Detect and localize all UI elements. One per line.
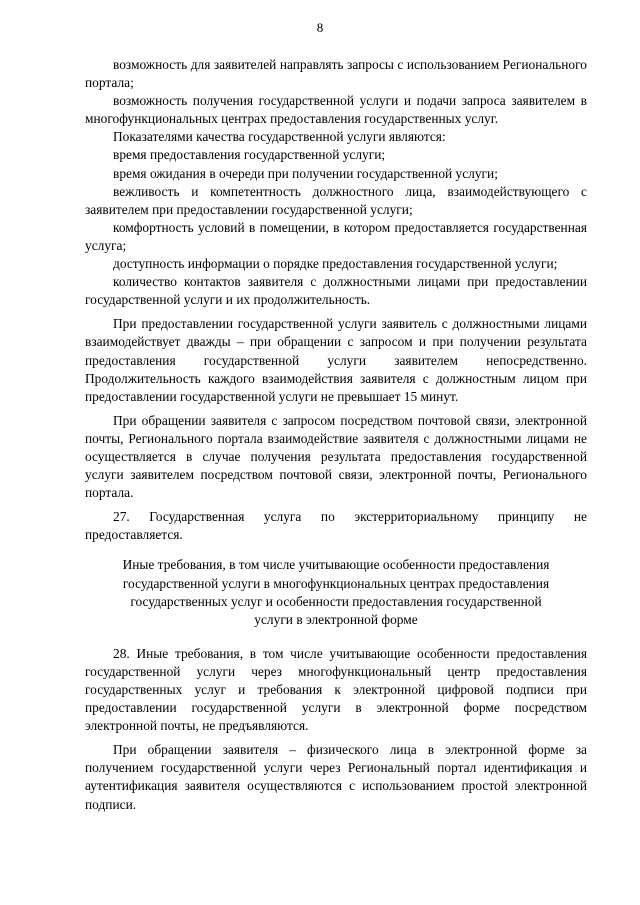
paragraph: возможность получения государственной услуги и подачи запроса заявителем в многофункциональных центрах предоставления государственных услуг. <box>85 93 587 127</box>
paragraph: возможность для заявителей направлять запросы с использованием Регионального портала; <box>85 57 587 91</box>
paragraph: вежливость и компетентность должностного лица, взаимодействующего с заявителем при предоставлении государственной услуги; <box>85 183 587 217</box>
section-heading: Иные требования, в том числе учитывающие особенности предоставления государственной услуги в многофункциональных центрах предоставления государственных услуг и особенности предоставления государственной услуги в электронной форме <box>122 557 550 627</box>
paragraph: 27. Государственная услуга по экстерриториальному принципу не предоставляется. <box>85 509 587 543</box>
paragraph: При предоставлении государственной услуги заявитель с должностными лицами взаимодействует дважды – при обращении с запросом и при получении результата предоставления государственной услуги заявителем непосредственно. Продолжительность каждого взаимодействия заявителя с должностным лицом при предоставлении государственной услуги не превышает 15 минут. <box>85 316 587 404</box>
paragraph: время предоставления государственной услуги; <box>113 147 386 163</box>
paragraph: комфортность условий в помещении, в котором предоставляется государственная услуга; <box>85 219 587 253</box>
document-body <box>85 56 587 814</box>
paragraph: При обращении заявителя – физического лица в электронной форме за получением государственной услуги через Региональный портал идентификация и аутентификация заявителя осуществляются с использованием простой электронной подписи. <box>85 742 587 812</box>
paragraph: Показателями качества государственной услуги являются: <box>113 129 446 145</box>
paragraph: доступность информации о порядке предоставления государственной услуги; <box>113 256 558 272</box>
paragraph: время ожидания в очереди при получении государственной услуги; <box>113 165 498 181</box>
paragraph: количество контактов заявителя с должностными лицами при предоставлении государственной услуги и их продолжительность. <box>85 274 587 308</box>
page-number: 8 <box>316 20 324 35</box>
paragraph: При обращении заявителя с запросом посредством почтовой связи, электронной почты, Регионального портала взаимодействие заявителя с должностными лицами не осуществляется в случае получения результата предоставления государственной услуги заявителем посредством почтовой связи, электронной почты, Регионального портала. <box>85 412 587 501</box>
paragraph: 28. Иные требования, в том числе учитывающие особенности предоставления государственной услуги через многофункциональный центр предоставления государственных услуг и требования к электронной цифровой подписи при предоставлении государственной услуги в электронной форме посредством электронной почты, не предъявляются. <box>85 645 587 734</box>
